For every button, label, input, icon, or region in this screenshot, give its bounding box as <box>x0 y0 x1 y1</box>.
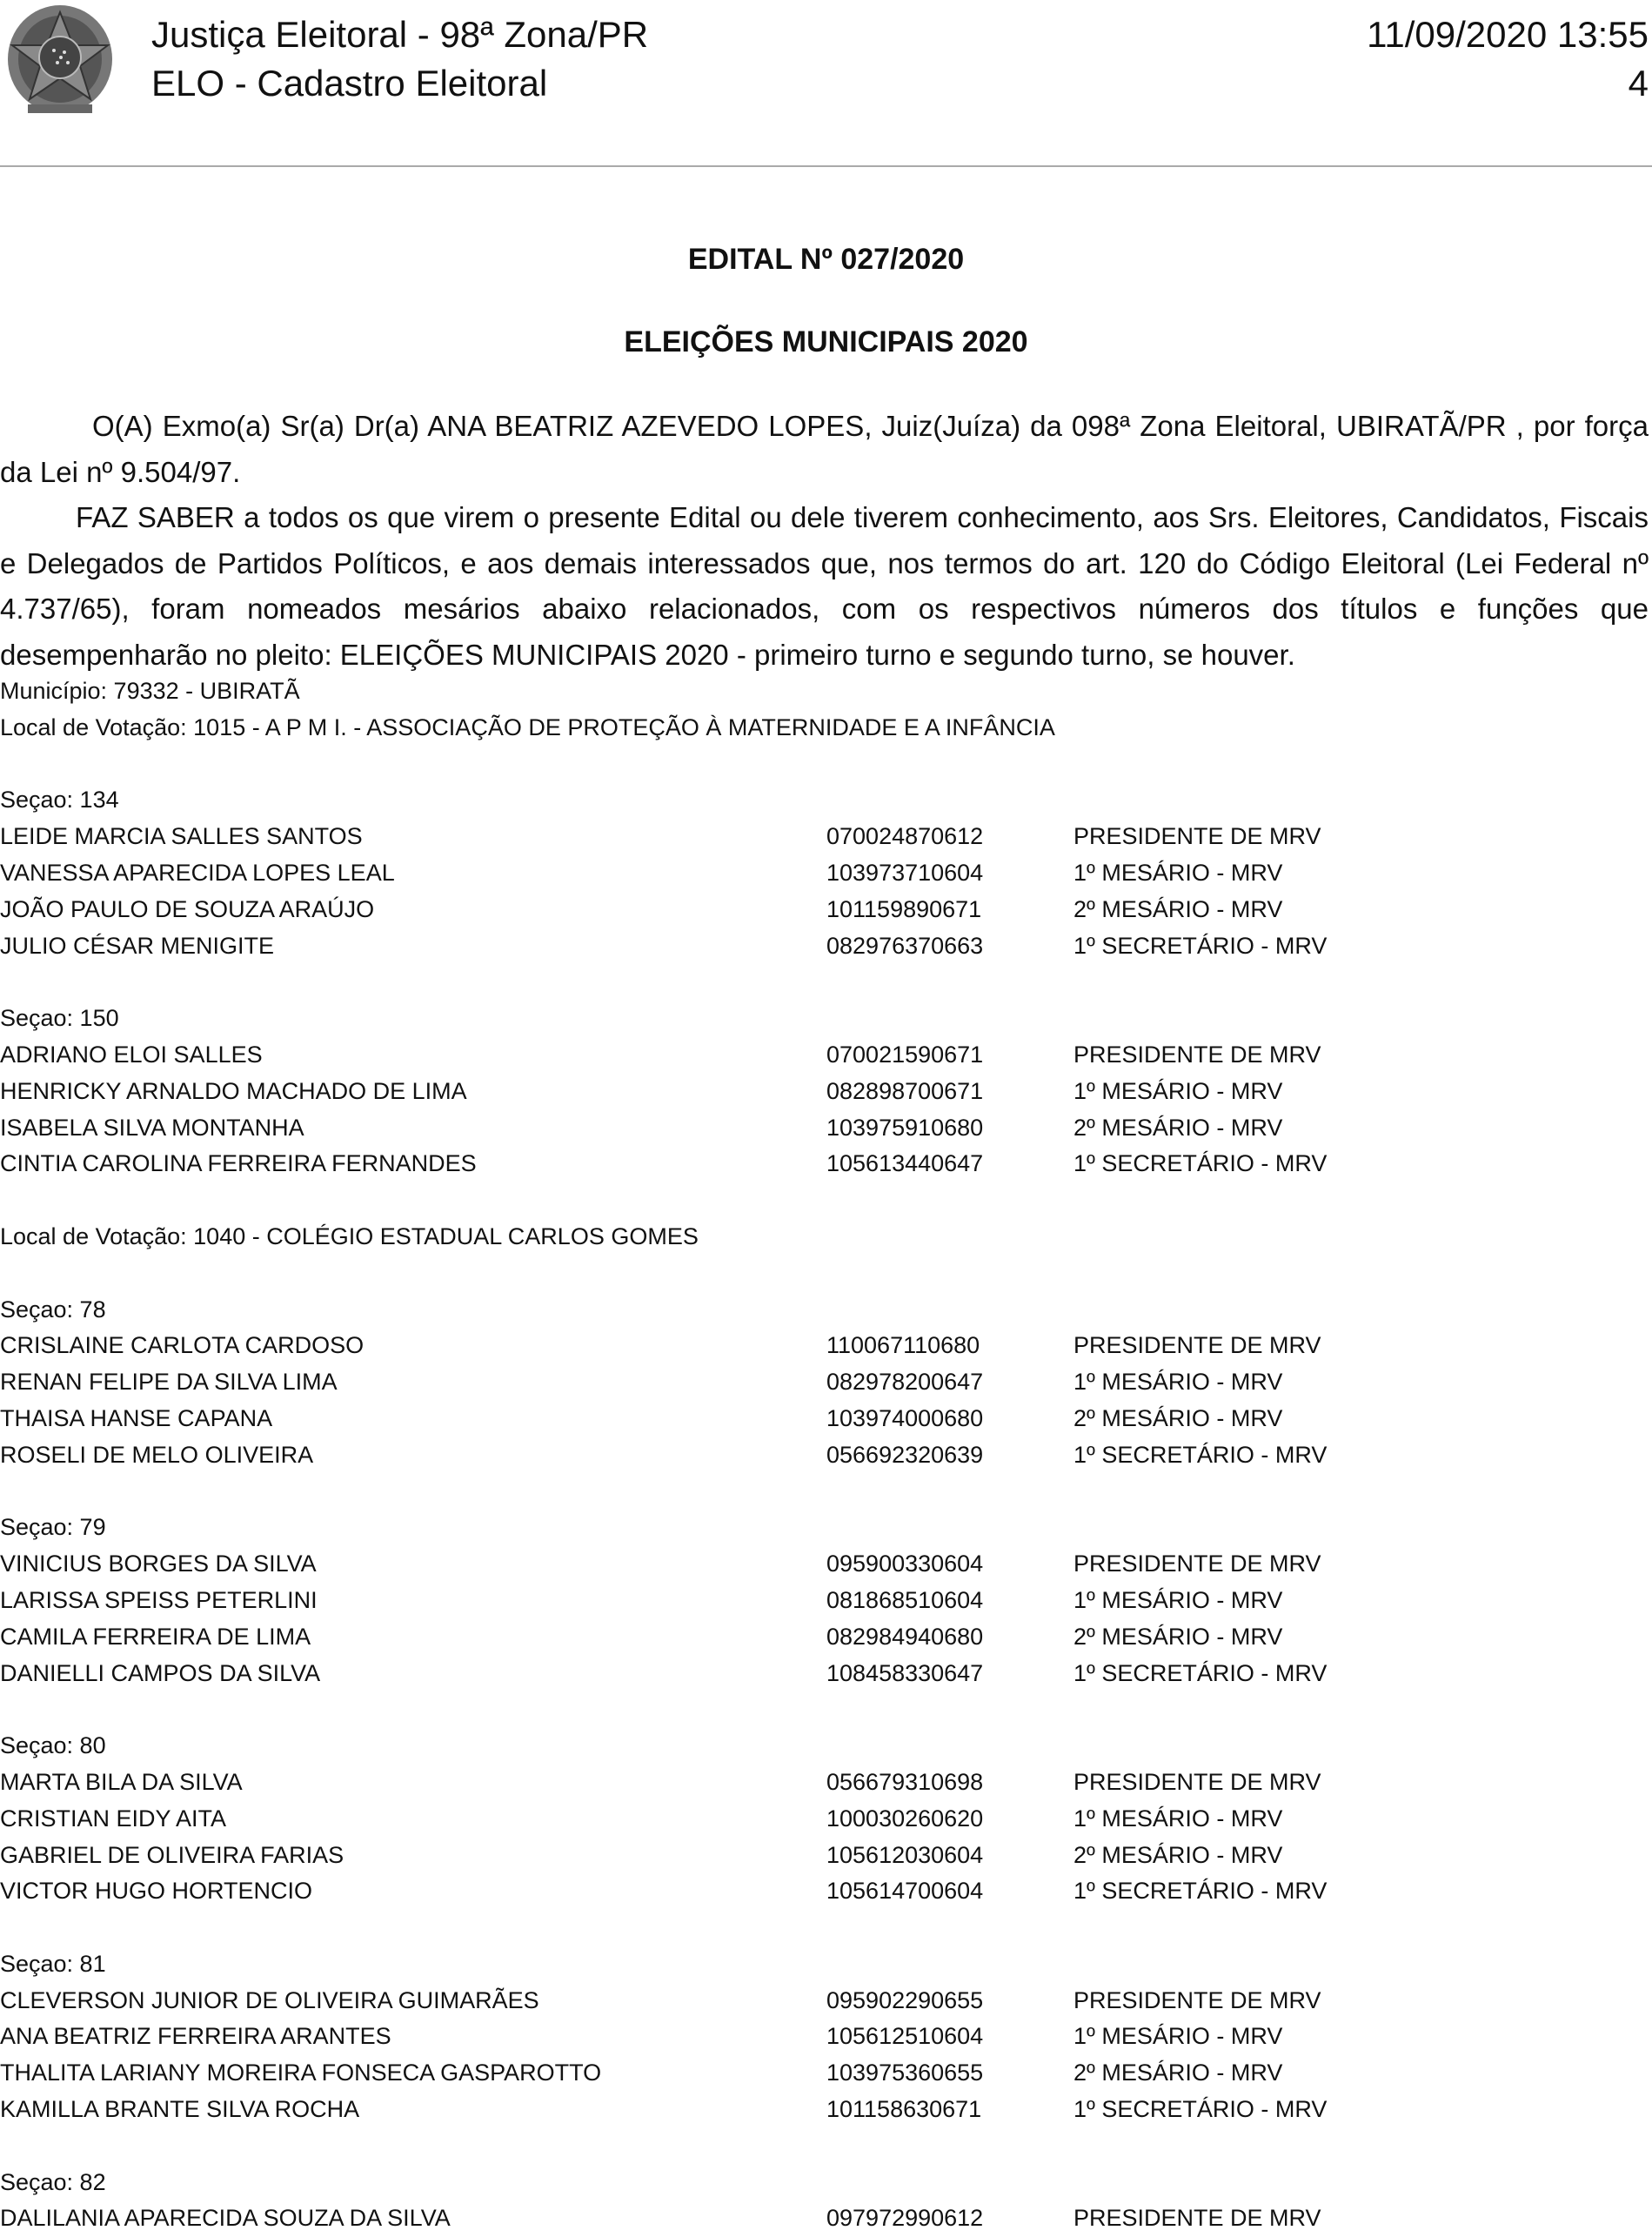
mesario-name: MARTA BILA DA SILVA <box>0 1768 243 1795</box>
secao-label: Seçao: 150 <box>0 1005 119 1032</box>
mesario-role: PRESIDENTE DE MRV <box>1073 1550 1321 1577</box>
mesario-name: CINTIA CAROLINA FERREIRA FERNANDES <box>0 1150 477 1177</box>
mesario-name: JOÃO PAULO DE SOUZA ARAÚJO <box>0 895 375 922</box>
table-row <box>0 1074 1652 1110</box>
titulo-number: 105614700604 <box>826 1878 984 1905</box>
mesario-name: CLEVERSON JUNIOR DE OLIVEIRA GUIMARÃES <box>0 1986 539 2013</box>
blank-line <box>0 1256 1652 1292</box>
titulo-number: 108458330647 <box>826 1659 984 1686</box>
mesario-name: LARISSA SPEISS PETERLINI <box>0 1586 318 1613</box>
document-subtitle: ELEIÇÕES MUNICIPAIS 2020 <box>624 325 1028 358</box>
mesario-name: DALILANIA APARECIDA SOUZA DA SILVA <box>0 2205 451 2232</box>
titulo-number: 097972990612 <box>826 2205 984 2232</box>
table-row <box>0 2019 1652 2055</box>
table-row <box>0 1364 1652 1401</box>
document-header-right <box>1367 10 1649 108</box>
document-header-left <box>151 10 648 108</box>
titulo-number: 101159890671 <box>826 895 982 922</box>
secao-label: Seçao: 78 <box>0 1296 106 1323</box>
titulo-number: 103975360655 <box>826 2060 984 2086</box>
blank-line <box>0 1691 1652 1728</box>
mesario-name: CRISLAINE CARLOTA CARDOSO <box>0 1332 365 1359</box>
titulo-number: 105612510604 <box>826 2023 984 2050</box>
mesario-name: ADRIANO ELOI SALLES <box>0 1041 263 1068</box>
mesario-name: JULIO CÉSAR MENIGITE <box>0 932 275 959</box>
titulo-number: 101158630671 <box>826 2096 982 2123</box>
mesario-role: PRESIDENTE DE MRV <box>1073 823 1321 850</box>
mesario-role: PRESIDENTE DE MRV <box>1073 1041 1321 1068</box>
titulo-number: 110067110680 <box>826 1332 980 1359</box>
table-row <box>0 1437 1652 1474</box>
mesario-role: 1º SECRETÁRIO - MRV <box>1073 1441 1328 1468</box>
mesario-name: KAMILLA BRANTE SILVA ROCHA <box>0 2096 360 2123</box>
mesario-name: ISABELA SILVA MONTANHA <box>0 1114 304 1141</box>
secao-label: Seçao: 80 <box>0 1732 106 1759</box>
mesario-name: DANIELLI CAMPOS DA SILVA <box>0 1659 321 1686</box>
mesario-name: ANA BEATRIZ FERREIRA ARANTES <box>0 2023 391 2050</box>
titulo-number: 105612030604 <box>826 1841 984 1868</box>
mesarios-list <box>0 673 1652 2237</box>
titulo-number: 103973710604 <box>826 859 984 886</box>
mesario-role: PRESIDENTE DE MRV <box>1073 1768 1321 1795</box>
mesario-role: 2º MESÁRIO - MRV <box>1073 2060 1283 2086</box>
titulo-number: 070024870612 <box>826 823 984 850</box>
titulo-number: 070021590671 <box>826 1041 984 1068</box>
table-row <box>0 1037 1652 1074</box>
mesario-role: 1º SECRETÁRIO - MRV <box>1073 1659 1328 1686</box>
table-row <box>0 1873 1652 1910</box>
titulo-number: 100030260620 <box>826 1805 984 1832</box>
table-row <box>0 2055 1652 2092</box>
table-row <box>0 1765 1652 1801</box>
titulo-number: 103974000680 <box>826 1404 984 1431</box>
titulo-number: 095900330604 <box>826 1550 984 1577</box>
blank-line <box>0 1182 1652 1219</box>
titulo-number: 082898700671 <box>826 1077 984 1104</box>
municipio-label: Município: 79332 - UBIRATÃ <box>0 678 300 704</box>
mesario-role: 1º MESÁRIO - MRV <box>1073 1805 1283 1832</box>
mesario-role: PRESIDENTE DE MRV <box>1073 1332 1321 1359</box>
header-datetime: 11/09/2020 13:55 <box>1367 14 1649 55</box>
mesario-role: 1º MESÁRIO - MRV <box>1073 2023 1283 2050</box>
table-row <box>0 2092 1652 2128</box>
document-title: EDITAL Nº 027/2020 <box>687 243 965 276</box>
titulo-number: 082984940680 <box>826 1623 984 1650</box>
blank-line <box>0 1910 1652 1946</box>
titulo-number: 081868510604 <box>826 1586 984 1613</box>
paragraph-judge: O(A) Exmo(a) Sr(a) Dr(a) ANA BEATRIZ AZEVEDO LOPES, Juiz(Juíza) da 098ª Zona Eleitoral, UBIRATÃ/PR , por força da Lei nº 9.504/97. <box>0 410 1649 488</box>
mesario-role: 1º MESÁRIO - MRV <box>1073 1586 1283 1613</box>
table-row <box>0 1583 1652 1619</box>
secao-label: Seçao: 134 <box>0 787 119 814</box>
mesario-role: 1º SECRETÁRIO - MRV <box>1073 932 1328 959</box>
mesario-name: GABRIEL DE OLIVEIRA FARIAS <box>0 1841 344 1868</box>
mesario-name: RENAN FELIPE DA SILVA LIMA <box>0 1369 338 1396</box>
header-system: ELO - Cadastro Eleitoral <box>151 63 548 104</box>
blank-line <box>0 1474 1652 1510</box>
mesario-name: CAMILA FERREIRA DE LIMA <box>0 1623 311 1650</box>
header-org: Justiça Eleitoral - 98ª Zona/PR <box>151 14 649 55</box>
local-votacao-label: Local de Votação: 1015 - A P M I. - ASSOCIAÇÃO DE PROTEÇÃO À MATERNIDADE E A INFÂNCIA <box>0 713 1055 740</box>
header-divider <box>0 165 1652 167</box>
titulo-number: 056692320639 <box>826 1441 984 1468</box>
table-row <box>0 1546 1652 1583</box>
mesario-role: 2º MESÁRIO - MRV <box>1073 1841 1283 1868</box>
table-row <box>0 1983 1652 2019</box>
mesario-name: VANESSA APARECIDA LOPES LEAL <box>0 859 395 886</box>
mesario-role: 2º MESÁRIO - MRV <box>1073 895 1283 922</box>
table-row <box>0 1146 1652 1182</box>
mesario-role: 1º MESÁRIO - MRV <box>1073 859 1283 886</box>
mesario-role: 2º MESÁRIO - MRV <box>1073 1404 1283 1431</box>
blank-line <box>0 747 1652 783</box>
table-row <box>0 855 1652 892</box>
mesario-role: 2º MESÁRIO - MRV <box>1073 1114 1283 1141</box>
titulo-number: 095902290655 <box>826 1986 984 2013</box>
mesario-role: 1º SECRETÁRIO - MRV <box>1073 2096 1328 2123</box>
table-row <box>0 1801 1652 1838</box>
mesario-role: 1º SECRETÁRIO - MRV <box>1073 1878 1328 1905</box>
mesario-role: 2º MESÁRIO - MRV <box>1073 1623 1283 1650</box>
paragraph-notice: FAZ SABER a todos os que virem o presente Edital ou dele tiverem conhecimento, aos Srs. Eleitores, Candidatos, Fiscais e Delegados de Partidos Políticos, e aos demais interessados que, nos termos do art. 120 do Código Eleitoral (Lei Federal nº 4.737/65), foram nomeados mesários abaixo relacionados, com os respectivos números dos títulos e funções que desempenharão no pleito: ELEIÇÕES MUNICIPAIS 2020 - primeiro turno e segundo turno, se houver. <box>0 501 1649 671</box>
table-row <box>0 1619 1652 1656</box>
secao-label: Seçao: 79 <box>0 1514 106 1541</box>
table-row <box>0 1328 1652 1364</box>
table-row <box>0 1656 1652 1692</box>
titulo-number: 056679310698 <box>826 1768 984 1795</box>
local-votacao-label: Local de Votação: 1040 - COLÉGIO ESTADUAL CARLOS GOMES <box>0 1222 699 1249</box>
mesario-role: PRESIDENTE DE MRV <box>1073 2205 1321 2232</box>
mesario-role: 1º MESÁRIO - MRV <box>1073 1369 1283 1396</box>
titulo-number: 105613440647 <box>826 1150 984 1177</box>
titulo-number: 103975910680 <box>826 1114 984 1141</box>
mesario-name: LEIDE MARCIA SALLES SANTOS <box>0 823 363 850</box>
table-row <box>0 928 1652 965</box>
mesario-role: PRESIDENTE DE MRV <box>1073 1986 1321 2013</box>
titulo-number: 082978200647 <box>826 1369 984 1396</box>
mesario-name: ROSELI DE MELO OLIVEIRA <box>0 1441 314 1468</box>
mesario-name: HENRICKY ARNALDO MACHADO DE LIMA <box>0 1077 467 1104</box>
table-row <box>0 1110 1652 1147</box>
mesario-name: VICTOR HUGO HORTENCIO <box>0 1878 313 1905</box>
table-row <box>0 1401 1652 1437</box>
secao-label: Seçao: 81 <box>0 1950 106 1977</box>
table-row <box>0 892 1652 928</box>
table-row <box>0 2200 1652 2237</box>
mesario-name: CRISTIAN EIDY AITA <box>0 1805 227 1832</box>
coat-of-arms-logo <box>3 2 117 122</box>
secao-label: Seçao: 82 <box>0 2168 106 2195</box>
table-row <box>0 819 1652 855</box>
titulo-number: 082976370663 <box>826 932 984 959</box>
blank-line <box>0 2128 1652 2165</box>
blank-line <box>0 964 1652 1001</box>
mesario-name: VINICIUS BORGES DA SILVA <box>0 1550 317 1577</box>
table-row <box>0 1838 1652 1874</box>
mesario-name: THALITA LARIANY MOREIRA FONSECA GASPAROTTO <box>0 2060 602 2086</box>
mesario-name: THAISA HANSE CAPANA <box>0 1404 273 1431</box>
mesario-role: 1º MESÁRIO - MRV <box>1073 1077 1283 1104</box>
mesario-role: 1º SECRETÁRIO - MRV <box>1073 1150 1328 1177</box>
page-number: 4 <box>1628 63 1649 104</box>
